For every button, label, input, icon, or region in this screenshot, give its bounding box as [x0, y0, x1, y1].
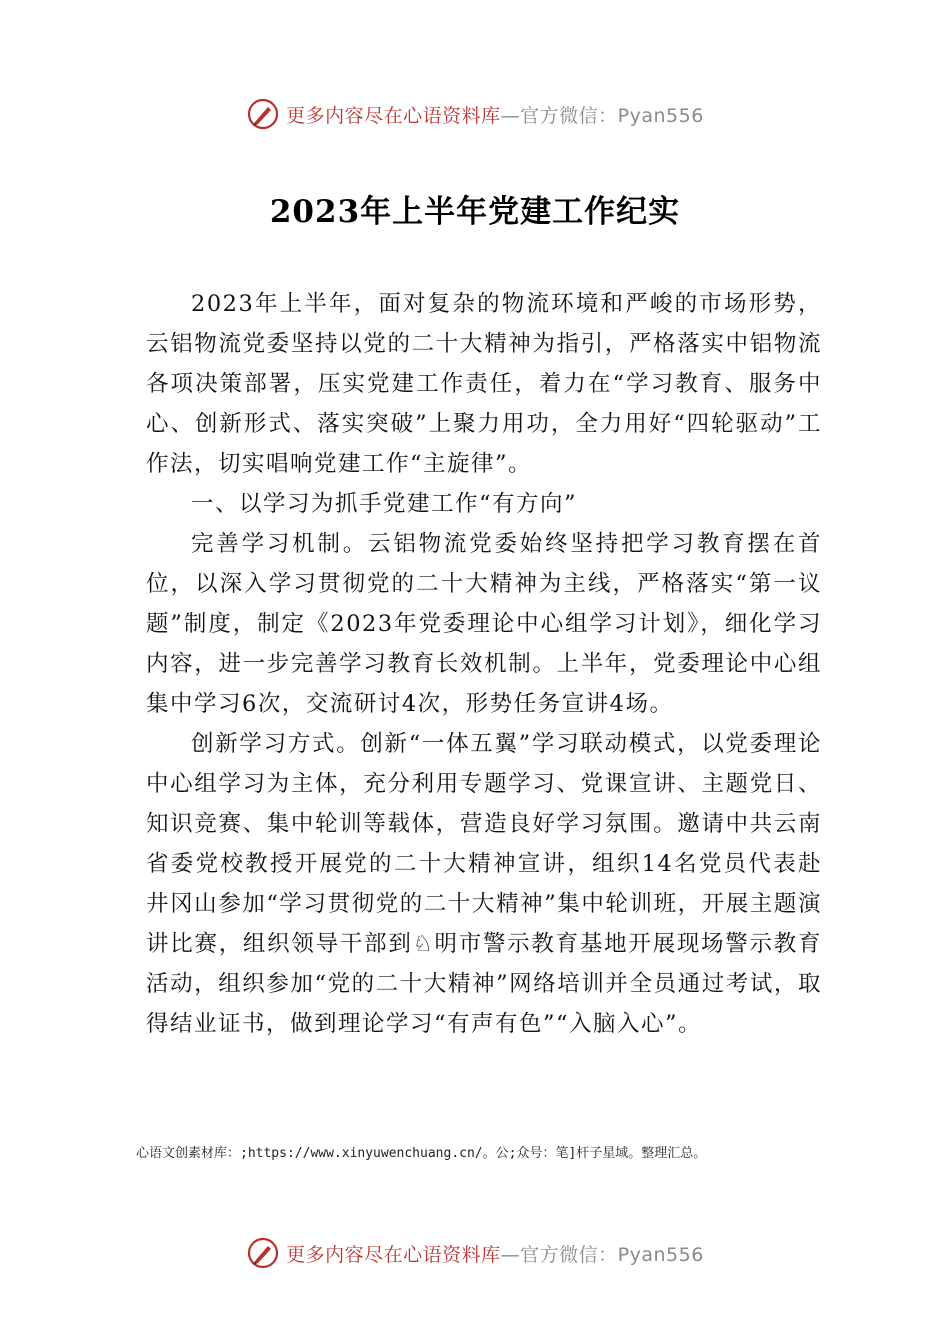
pen-logo-icon — [246, 1236, 280, 1270]
pen-logo-icon — [246, 97, 280, 131]
document-title: 2023年上半年党建工作纪实 — [269, 194, 681, 230]
footer-banner — [0, 1233, 950, 1273]
document-body — [146, 284, 822, 1044]
paragraph-method: 创新学习方式。创新“一体五翼”学习联动模式，以党委理论中心组学习为主体，充分利用专题学习、党课宣讲、主题党日、知识竞赛、集中轮训等载体，营造良好学习氛围。邀请中共云南省委党校教授开展党的二十大精神宣讲，组织14名党员代表赴井冈山参加“学习贯彻党的二十大精神”集中轮训班，开展主题演讲比赛，组织领导干部到♘明市警示教育基地开展现场警示教育活动，组织参加“党的二十大精神”网络培训并全员通过考试，取得结业证书，做到理论学习“有声有色”“入脑入心”。 — [146, 731, 822, 1037]
banner-text: 更多内容尽在心语资料库—官方微信：Pyan556 — [286, 104, 704, 127]
paragraph-intro: 2023年上半年，面对复杂的物流环境和严峻的市场形势，云铝物流党委坚持以党的二十大精神为指引，严格落实中铝物流各项决策部署，压实党建工作责任，着力在“学习教育、服务中心、创新形式、落实突破”上聚力用功，全力用好“四轮驱动”工作法，切实唱响党建工作“主旋律”。 — [146, 291, 822, 477]
header-banner — [0, 94, 950, 134]
section-heading: 一、以学习为抓手党建工作“有方向” — [191, 491, 578, 517]
source-note: 心语文创素材库：;https://www.xinyuwenchuang.cn/。公;众号：笔]杆子星域。整理汇总。 — [136, 1146, 707, 1161]
paragraph-mechanism: 完善学习机制。云铝物流党委始终坚持把学习教育摆在首位，以深入学习贯彻党的二十大精神为主线，严格落实“第一议题”制度，制定《2023年党委理论中心组学习计划》，细化学习内容，进一步完善学习教育长效机制。上半年，党委理论中心组集中学习6次，交流研讨4次，形势任务宣讲4场。 — [146, 531, 822, 717]
banner-text: 更多内容尽在心语资料库—官方微信：Pyan556 — [286, 1243, 704, 1266]
